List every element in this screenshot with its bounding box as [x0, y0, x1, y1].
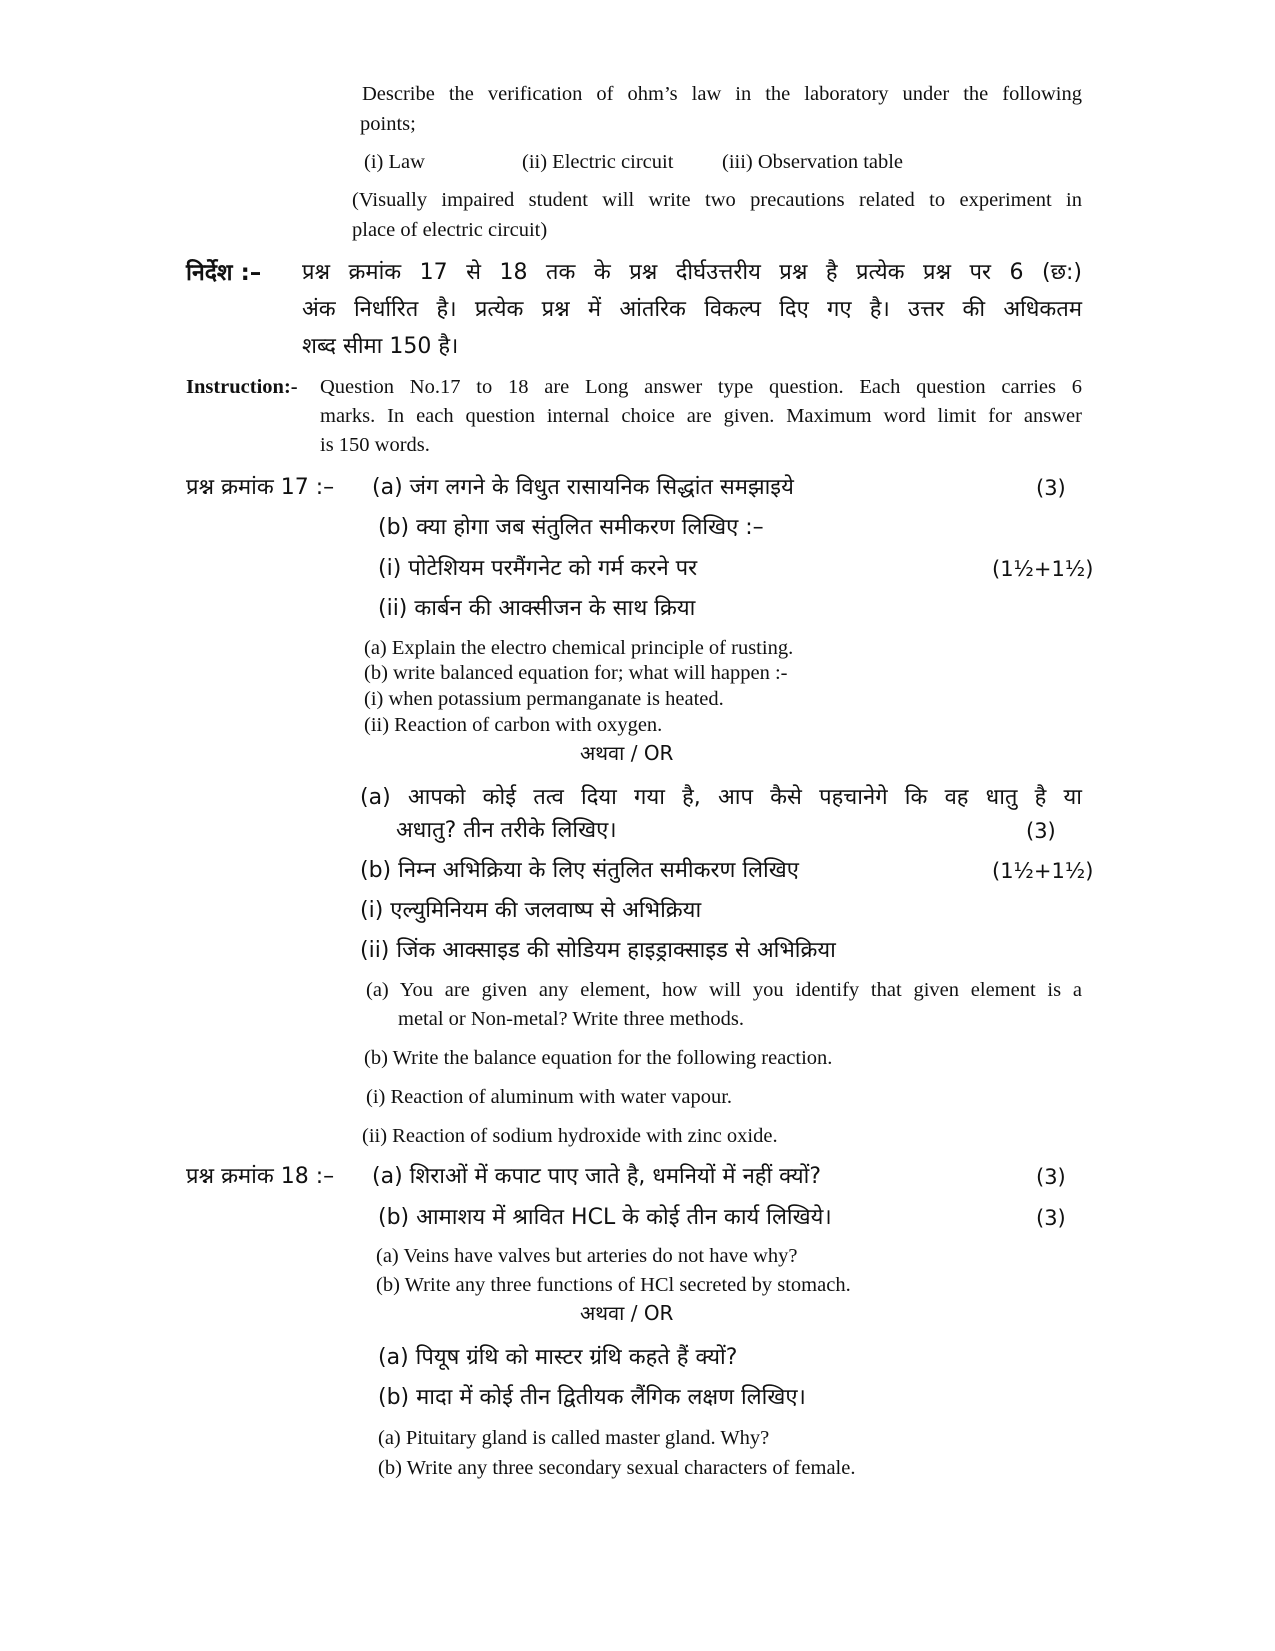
q18-alt-b-hindi: (b) मादा में कोई तीन द्वितीयक लैंगिक लक्षण लिखिए। — [378, 1385, 806, 1410]
q18-b-english: (b) Write any three functions of HCl secreted by stomach. — [376, 1274, 851, 1296]
q18-a-marks: (3) — [1036, 1165, 1066, 1189]
q18-alt-a-hindi: (a) पियूष ग्रंथि को मास्टर ग्रंथि कहते हैं क्यों? — [378, 1345, 738, 1370]
q18-a-english: (a) Veins have valves but arteries do not have why? — [376, 1245, 798, 1267]
q18-alt-b-english: (b) Write any three secondary sexual characters of female. — [378, 1457, 856, 1479]
q17-alt-a-marks: (3) — [1026, 819, 1056, 843]
q18-b-marks: (3) — [1036, 1206, 1066, 1230]
q17-a-hindi: (a) जंग लगने के विधुत रासायनिक सिद्धांत समझाइये — [372, 475, 794, 500]
q17-alt-b1-english: (i) Reaction of aluminum with water vapour. — [366, 1086, 733, 1108]
instruction-line3: is 150 words. — [320, 434, 430, 456]
q17-b2-hindi: (ii) कार्बन की आक्सीजन के साथ क्रिया — [378, 596, 696, 621]
q17-b2-english: (ii) Reaction of carbon with oxygen. — [364, 714, 663, 736]
nirdesh-line2: अंक निर्धारित है। प्रत्येक प्रश्न में आंतरिक विकल्प दिए गए है। उत्तर की अधिकतम — [302, 297, 1082, 322]
q17-alt-b1-hindi: (i) एल्युमिनियम की जलवाष्प से अभिक्रिया — [360, 898, 702, 923]
nirdesh-label: निर्देश :– — [186, 260, 262, 286]
q18-b-hindi: (b) आमाशय में श्रावित HCL के कोई तीन कार्य लिखिये। — [378, 1205, 832, 1230]
q18-label: प्रश्न क्रमांक 18 :– — [186, 1164, 335, 1189]
q18-or: अथवा / OR — [580, 1301, 674, 1325]
q17-alt-b2-english: (ii) Reaction of sodium hydroxide with zinc oxide. — [362, 1125, 778, 1147]
q17-or: अथवा / OR — [580, 741, 674, 765]
q17-b1-english: (i) when potassium permanganate is heated. — [364, 688, 724, 710]
q17-alt-b-hindi: (b) निम्न अभिक्रिया के लिए संतुलित समीकरण लिखिए — [360, 858, 799, 883]
q17-b1-hindi: (i) पोटेशियम परमैंगनेट को गर्म करने पर — [378, 556, 698, 581]
q17-alt-a-hindi-line1: (a) आपको कोई तत्व दिया गया है, आप कैसे पहचानेगे कि वह धातु है या — [360, 785, 1082, 810]
q17-alt-a-english-line1: (a) You are given any element, how will you identify that given element is a — [366, 979, 1082, 1001]
q17-alt-b-marks: (1½+1½) — [992, 859, 1094, 883]
q16-line2: points; — [360, 113, 416, 135]
instruction-line2: marks. In each question internal choice are given. Maximum word limit for answer — [320, 405, 1082, 427]
q17-alt-b-english: (b) Write the balance equation for the following reaction. — [364, 1047, 833, 1069]
q17-alt-a-hindi-line2: अधातु? तीन तरीके लिखिए। — [396, 818, 617, 843]
q16-point-table: (iii) Observation table — [722, 151, 904, 173]
q17-b-marks: (1½+1½) — [992, 557, 1094, 581]
q16-vi-line2: place of electric circuit) — [352, 219, 548, 241]
nirdesh-line3: शब्द सीमा 150 है। — [302, 334, 459, 359]
q17-alt-a-english-line2: metal or Non-metal? Write three methods. — [398, 1008, 745, 1030]
q17-alt-b2-hindi: (ii) जिंक आक्साइड की सोडियम हाइड्राक्साइड से अभिक्रिया — [360, 938, 836, 963]
q16-point-law: (i) Law — [364, 151, 425, 173]
nirdesh-line1: प्रश्न क्रमांक 17 से 18 तक के प्रश्न दीर्घउत्तरीय प्रश्न है प्रत्येक प्रश्न पर 6 (छ:) — [302, 260, 1082, 285]
q18-alt-a-english: (a) Pituitary gland is called master gland. Why? — [378, 1427, 770, 1449]
q17-b-hindi: (b) क्या होगा जब संतुलित समीकरण लिखिए :– — [378, 515, 764, 540]
q16-line1: Describe the verification of ohm’s law in the laboratory under the following — [362, 83, 1082, 105]
q17-a-marks: (3) — [1036, 476, 1066, 500]
q17-a-english: (a) Explain the electro chemical principle of rusting. — [364, 637, 794, 659]
q16-point-circuit: (ii) Electric circuit — [522, 151, 674, 173]
q17-b-english: (b) write balanced equation for; what will happen :- — [364, 662, 788, 684]
q16-vi-line1: (Visually impaired student will write two precautions related to experiment in — [352, 189, 1082, 211]
q17-label: प्रश्न क्रमांक 17 :– — [186, 475, 335, 500]
instruction-line1: Question No.17 to 18 are Long answer type question. Each question carries 6 — [320, 376, 1082, 398]
instruction-label: Instruction:- — [186, 376, 298, 398]
q18-a-hindi: (a) शिराओं में कपाट पाए जाते है, धमनियों में नहीं क्यों? — [372, 1164, 822, 1189]
